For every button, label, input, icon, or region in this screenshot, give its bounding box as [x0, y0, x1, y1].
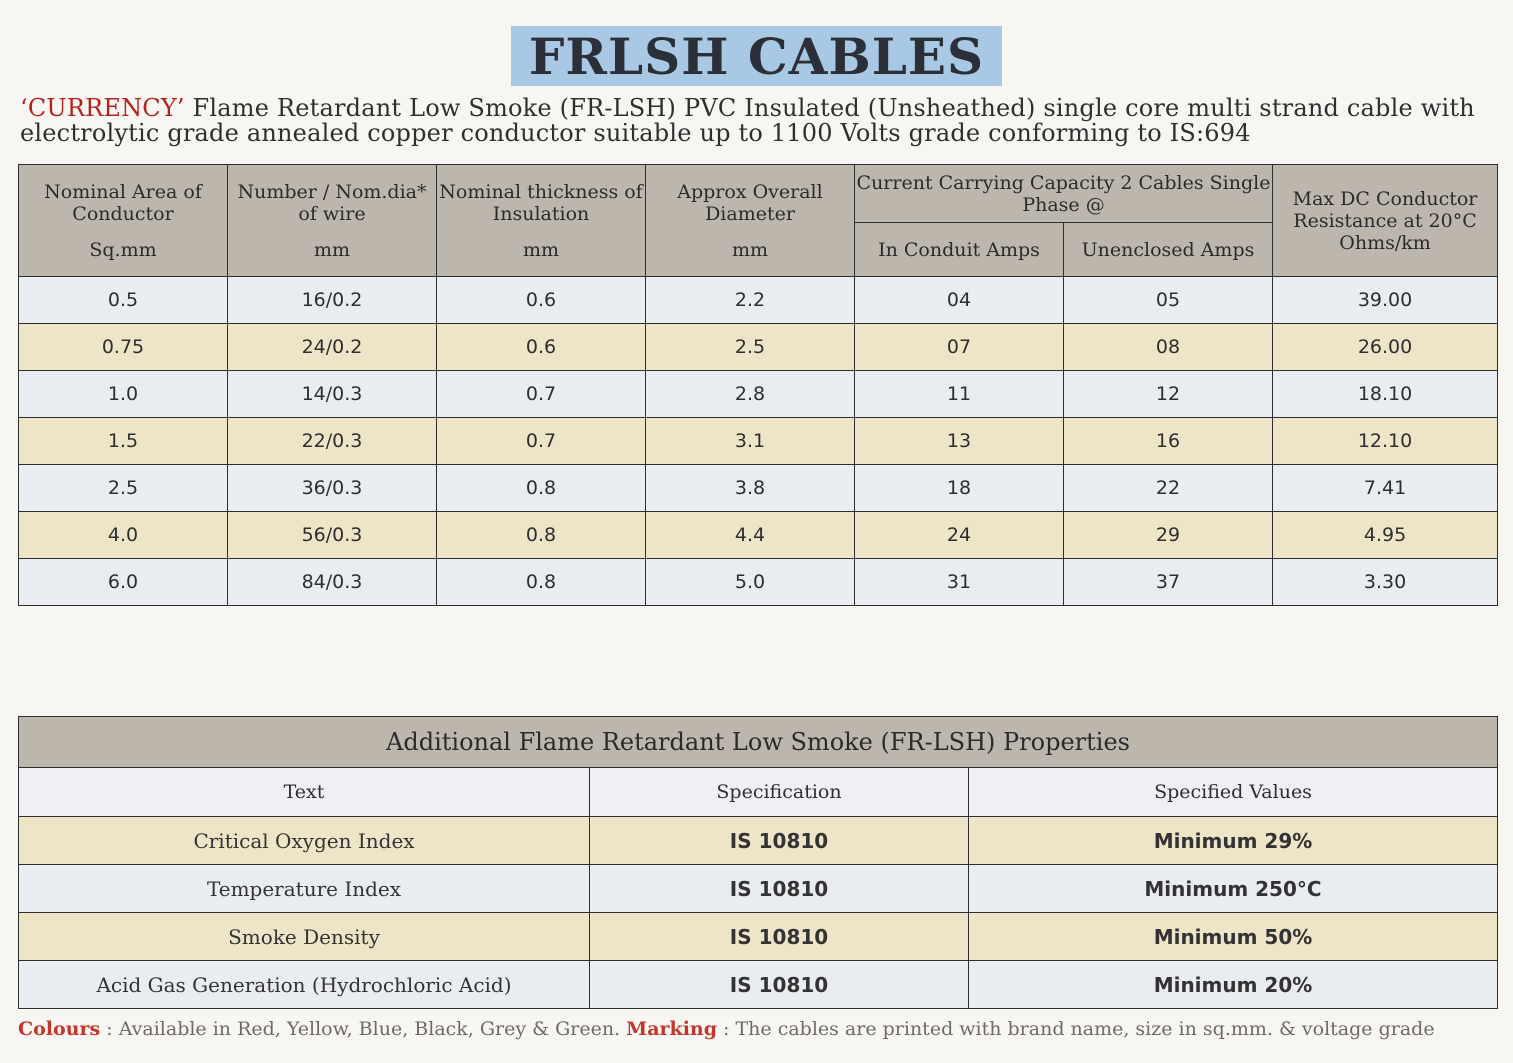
cell-resistance: 12.10 — [1273, 418, 1498, 465]
footer-note — [18, 1018, 1508, 1040]
cell-wire: 24/0.2 — [228, 324, 437, 371]
cell-area: 0.75 — [19, 324, 228, 371]
cell-diameter: 3.8 — [646, 465, 855, 512]
cell-insulation: 0.8 — [437, 512, 646, 559]
cell-unenclosed: 12 — [1064, 371, 1273, 418]
cell-area: 6.0 — [19, 559, 228, 606]
cell-insulation: 0.8 — [437, 465, 646, 512]
cell-wire: 16/0.2 — [228, 277, 437, 324]
header-wire — [228, 165, 437, 277]
header-insulation — [437, 165, 646, 277]
property-value: Minimum 250°C — [969, 865, 1498, 913]
table-row — [19, 559, 1498, 606]
header-insulation-label: Nominal thickness of Insulation — [439, 180, 643, 225]
cell-in-conduit: 13 — [855, 418, 1064, 465]
header-diameter-label: Approx Overall Diameter — [677, 180, 823, 225]
cell-resistance: 3.30 — [1273, 559, 1498, 606]
cell-area: 4.0 — [19, 512, 228, 559]
cell-insulation: 0.7 — [437, 371, 646, 418]
properties-header-text: Text — [19, 768, 590, 817]
header-diameter-unit: mm — [731, 238, 769, 261]
marking-text: : The cables are printed with brand name, size in sq.mm. & voltage grade — [717, 1018, 1435, 1040]
page-title: FRLSH CABLES — [511, 26, 1002, 86]
cell-area: 1.0 — [19, 371, 228, 418]
header-diameter — [646, 165, 855, 277]
table-row — [19, 512, 1498, 559]
property-value: Minimum 50% — [969, 913, 1498, 961]
property-name: Critical Oxygen Index — [19, 817, 590, 865]
cell-area: 0.5 — [19, 277, 228, 324]
cell-wire: 84/0.3 — [228, 559, 437, 606]
cell-insulation: 0.7 — [437, 418, 646, 465]
header-nominal-area-unit: Sq.mm — [89, 238, 157, 261]
intro-text: Flame Retardant Low Smoke (FR-LSH) PVC Insulated (Unsheathed) single core multi strand cable with electrolytic grade annealed copper conductor suitable up to 1100 Volts grade conforming to IS:694 — [20, 94, 1475, 147]
cell-diameter: 2.5 — [646, 324, 855, 371]
cell-insulation: 0.6 — [437, 324, 646, 371]
header-nominal-area-label: Nominal Area of Conductor — [44, 180, 202, 225]
cell-wire: 56/0.3 — [228, 512, 437, 559]
cell-unenclosed: 37 — [1064, 559, 1273, 606]
properties-header-spec: Specification — [590, 768, 969, 817]
header-unenclosed: Unenclosed Amps — [1064, 223, 1273, 277]
header-wire-label: Number / Nom.dia* of wire — [237, 180, 427, 225]
cell-insulation: 0.6 — [437, 277, 646, 324]
cell-in-conduit: 04 — [855, 277, 1064, 324]
cell-wire: 14/0.3 — [228, 371, 437, 418]
property-spec: IS 10810 — [590, 913, 969, 961]
intro-paragraph — [20, 96, 1500, 146]
cell-diameter: 4.4 — [646, 512, 855, 559]
cell-unenclosed: 05 — [1064, 277, 1273, 324]
cell-area: 2.5 — [19, 465, 228, 512]
table-row — [19, 465, 1498, 512]
cell-diameter: 5.0 — [646, 559, 855, 606]
title-wrap — [0, 26, 1513, 86]
table-row — [19, 913, 1498, 961]
header-wire-unit: mm — [313, 238, 351, 261]
cell-diameter: 2.8 — [646, 371, 855, 418]
table-row — [19, 324, 1498, 371]
header-in-conduit: In Conduit Amps — [855, 223, 1064, 277]
cell-diameter: 3.1 — [646, 418, 855, 465]
property-name: Acid Gas Generation (Hydrochloric Acid) — [19, 961, 590, 1009]
cell-resistance: 26.00 — [1273, 324, 1498, 371]
table-row — [19, 371, 1498, 418]
table-row — [19, 418, 1498, 465]
cell-unenclosed: 08 — [1064, 324, 1273, 371]
cell-in-conduit: 18 — [855, 465, 1064, 512]
cell-resistance: 7.41 — [1273, 465, 1498, 512]
cell-in-conduit: 24 — [855, 512, 1064, 559]
marking-label: Marking — [626, 1018, 718, 1040]
cell-diameter: 2.2 — [646, 277, 855, 324]
header-current-capacity: Current Carrying Capacity 2 Cables Single Phase @ — [855, 165, 1273, 223]
properties-table — [18, 716, 1498, 1009]
cell-resistance: 4.95 — [1273, 512, 1498, 559]
property-value: Minimum 29% — [969, 817, 1498, 865]
properties-header-values: Specified Values — [969, 768, 1498, 817]
cell-in-conduit: 07 — [855, 324, 1064, 371]
table-row — [19, 961, 1498, 1009]
property-spec: IS 10810 — [590, 865, 969, 913]
property-name: Smoke Density — [19, 913, 590, 961]
table-row — [19, 865, 1498, 913]
colours-label: Colours — [18, 1018, 101, 1040]
cell-in-conduit: 31 — [855, 559, 1064, 606]
property-spec: IS 10810 — [590, 961, 969, 1009]
table-row — [19, 817, 1498, 865]
header-resistance: Max DC Conductor Resistance at 20°C Ohms/km — [1273, 165, 1498, 277]
colours-text: : Available in Red, Yellow, Blue, Black, Grey & Green. — [100, 1018, 627, 1040]
cell-in-conduit: 11 — [855, 371, 1064, 418]
property-value: Minimum 20% — [969, 961, 1498, 1009]
cell-insulation: 0.8 — [437, 559, 646, 606]
header-insulation-unit: mm — [522, 238, 560, 261]
cable-spec-table — [18, 164, 1498, 606]
property-name: Temperature Index — [19, 865, 590, 913]
cell-resistance: 18.10 — [1273, 371, 1498, 418]
header-nominal-area — [19, 165, 228, 277]
table-row — [19, 277, 1498, 324]
brand-name: ‘CURRENCY’ — [20, 94, 185, 122]
cell-unenclosed: 29 — [1064, 512, 1273, 559]
cell-area: 1.5 — [19, 418, 228, 465]
cell-unenclosed: 16 — [1064, 418, 1273, 465]
cell-wire: 36/0.3 — [228, 465, 437, 512]
properties-title: Additional Flame Retardant Low Smoke (FR-LSH) Properties — [19, 717, 1498, 768]
cell-unenclosed: 22 — [1064, 465, 1273, 512]
cell-resistance: 39.00 — [1273, 277, 1498, 324]
property-spec: IS 10810 — [590, 817, 969, 865]
cell-wire: 22/0.3 — [228, 418, 437, 465]
